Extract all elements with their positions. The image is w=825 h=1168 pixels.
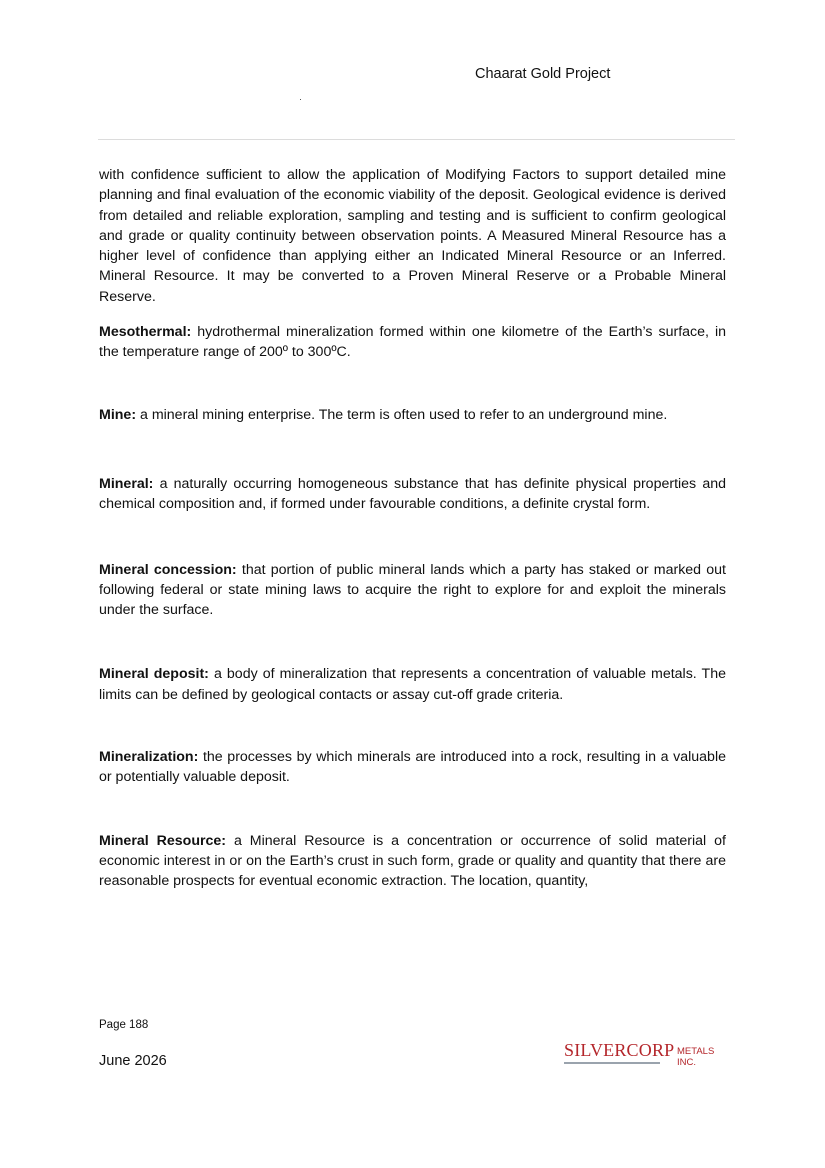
term: Mineralization: [99,749,199,766]
paragraph-mineralization [99,747,726,788]
logo-wordmark: SILVERCORP [564,1040,675,1060]
definition: a mineral mining enterprise. The term is often used to refer to an underground mine. [136,406,668,423]
paragraph-mineral-resource [99,831,726,892]
header-divider [98,139,735,140]
paragraph-mineral-deposit [99,664,726,705]
definition: a naturally occurring homogeneous substance that has definite physical properties and chemical composition and, if formed under favourable conditions, a definite crystal form. [99,475,726,513]
definition: that portion of public mineral lands which a party has staked or marked out following federal or state mining laws to acquire the right to explore for and exploit the minerals under the surface. [99,561,726,619]
paragraph-mesothermal [99,322,726,363]
logo-underline [564,1062,660,1064]
term: Mineral: [99,475,154,492]
logo-subtitle: METALS INC. [677,1046,715,1068]
definition: the processes by which minerals are introduced into a rock, resulting in a valuable or potentially valuable deposit. [99,749,726,786]
term: Mineral deposit: [99,666,209,683]
paragraph-measured-resource-continued [99,165,726,307]
paragraph-mineral [99,474,726,515]
definition: a Mineral Resource is a concentration or occurrence of solid material of economic interest in or on the Earth’s crust in such form, grade or quality and quantity that there are reasonable prospects for eventual economic extraction. The location, quantity, [99,832,726,890]
definition: hydrothermal mineralization formed within one kilometre of the Earth’s surface, in the temperature range of 200º to 300ºC. [99,324,726,361]
definition: with confidence sufficient to allow the application of Modifying Factors to support detailed mine planning and final evaluation of the economic viability of the deposit. Geological evidence is derived from detailed and reliable exploration, sampling and testing and is sufficient to confirm geological and grade or quality continuity between observation points. A Measured Mineral Resource has a higher level of confidence than applying either an Indicated Mineral Resource or an Inferred. Mineral Resource. It may be converted to a Proven Mineral Reserve or a Probable Mineral Reserve. [99,167,726,305]
term: Mineral Resource: [99,832,227,849]
paragraph-mine [99,405,726,425]
paragraph-mineral-concession [99,560,726,621]
term: Mine: [99,406,137,423]
page-number: Page 188 [99,1019,149,1031]
document-body [99,165,726,892]
definition: a body of mineralization that represents a concentration of valuable metals. The limits can be defined by geological contacts or assay cut-off grade criteria. [99,666,726,703]
silvercorp-logo [564,1040,724,1070]
term: Mesothermal: [99,324,192,341]
document-date: June 2026 [99,1053,167,1069]
header-title: Chaarat Gold Project [475,66,611,82]
term: Mineral concession: [99,561,237,578]
header-dot [300,99,301,100]
